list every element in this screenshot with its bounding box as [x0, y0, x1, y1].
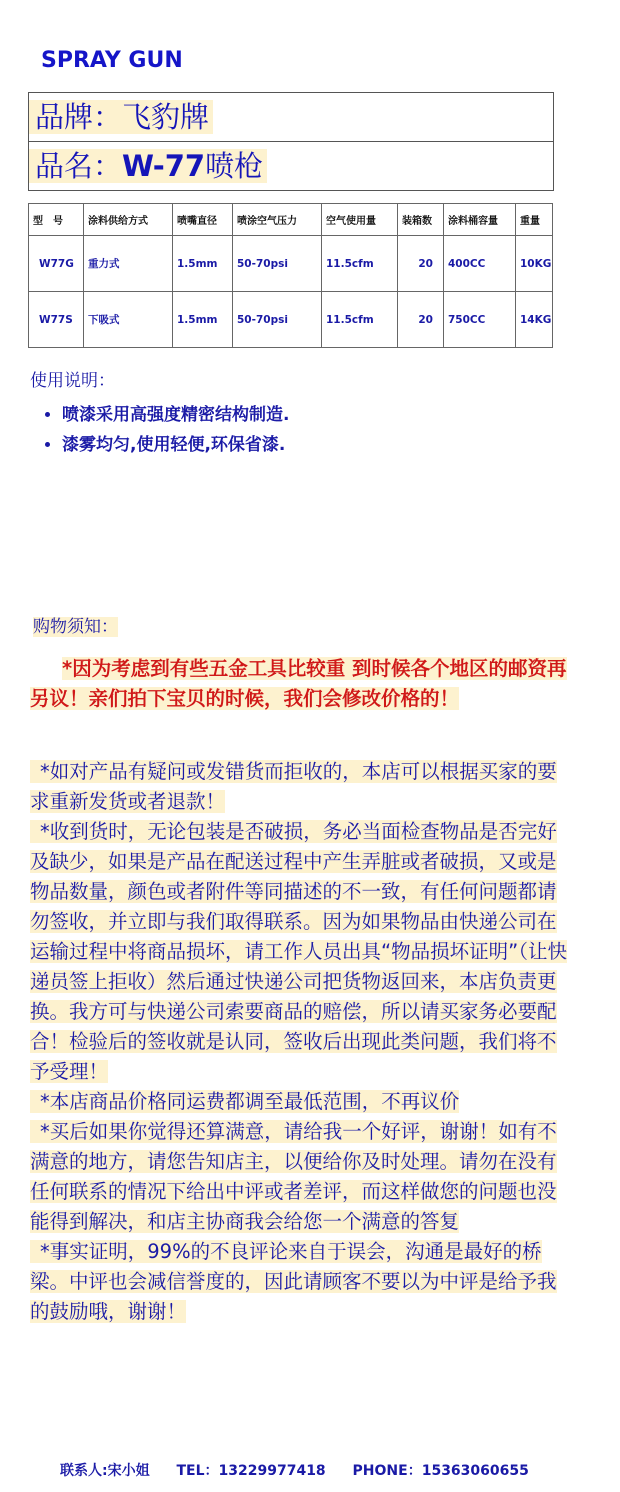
table-cell: 下吸式 [84, 292, 173, 348]
contact-footer [60, 1460, 551, 1480]
usage-heading: 使用说明： [30, 371, 115, 391]
page-title: SPRAY GUN [41, 48, 183, 73]
table-cell: 14KG [516, 292, 553, 348]
policy-paragraph-text: *买后如果你觉得还算满意，请给我一个好评，谢谢！如有不满意的地方，请您告知店主，以便给你及时处理。请勿在没有任何联系的情况下给出中评或者差评，而这样做您的问题也没能得到解决，和店主协商我会给您一个满意的答复 [30, 1120, 557, 1233]
table-cell: 750CC [444, 292, 516, 348]
contact-tel: TEL：13229977418 [176, 1463, 326, 1479]
policy-paragraph [30, 817, 575, 1087]
policy-paragraph-text: *本店商品价格同运费都调至最低范围，不再议价 [30, 1090, 459, 1113]
table-header-row [29, 204, 553, 236]
policy-paragraph [30, 1117, 575, 1237]
table-header: 装箱数 [398, 204, 444, 236]
table-row [29, 292, 553, 348]
policy-paragraph [30, 1237, 575, 1327]
policy-text [30, 757, 575, 1327]
table-cell: 20 [398, 292, 444, 348]
table-row [29, 236, 553, 292]
policy-paragraph-text: *事实证明，99%的不良评论来自于误会，沟通是最好的桥梁。中评也会减信誉度的，因此请顾客不要以为中评是给予我的鼓励哦，谢谢！ [30, 1240, 557, 1323]
spec-table [28, 203, 553, 348]
table-header: 喷嘴直径 [173, 204, 233, 236]
policy-paragraph-text: *如对产品有疑问或发错货而拒收的，本店可以根据买家的要求重新发货或者退款！ [30, 760, 557, 813]
shipping-notice [30, 654, 575, 714]
table-header: 空气使用量 [322, 204, 398, 236]
policy-paragraph [30, 757, 575, 817]
product-name-text [29, 149, 267, 183]
table-cell: 20 [398, 236, 444, 292]
brand-value: 飞豹牌 [122, 100, 210, 134]
table-cell: 10KG [516, 236, 553, 292]
brand-row [29, 93, 553, 142]
contact-phone: PHONE：15363060655 [352, 1463, 529, 1479]
table-cell: 1.5mm [173, 292, 233, 348]
table-header: 涂料供给方式 [84, 204, 173, 236]
shipping-notice-text: *因为考虑到有些五金工具比较重 到时候各个地区的邮资再另议！亲们拍下宝贝的时候，我们会修改价格的！ [30, 657, 567, 710]
table-cell: 50-70psi [233, 292, 322, 348]
table-cell: 11.5cfm [322, 292, 398, 348]
brand-label: 品牌： [35, 100, 123, 134]
table-cell: 50-70psi [233, 236, 322, 292]
shopping-heading-text: 购物须知： [33, 617, 118, 637]
list-item: • 喷漆采用高强度精密结构制造. [62, 400, 289, 430]
product-model: W-77 [122, 149, 206, 183]
table-cell: W77S [29, 292, 84, 348]
product-name-row [29, 142, 553, 190]
brand-box [28, 92, 554, 191]
table-cell: 400CC [444, 236, 516, 292]
policy-paragraph [30, 1087, 575, 1117]
table-header: 重量 [516, 204, 553, 236]
table-header: 涂料桶容量 [444, 204, 516, 236]
usage-list [44, 400, 289, 460]
list-item: • 漆雾均匀,使用轻便,环保省漆. [62, 430, 289, 460]
contact-person: 联系人:宋小姐 [60, 1463, 150, 1479]
policy-paragraph-text: *收到货时，无论包装是否破损，务必当面检查物品是否完好及缺少，如果是产品在配送过程中产生弄脏或者破损，又或是物品数量，颜色或者附件等同描述的不一致，有任何问题都请勿签收，并立即与我们取得联系。因为如果物品由快递公司在运输过程中将商品损坏，请工作人员出具“物品损坏证明”（让快递员签上拒收）然后通过快递公司把货物返回来，本店负责更换。我方可与快递公司索要商品的赔偿，所以请买家务必要配合！检验后的签收就是认同，签收后出现此类问题，我们将不予受理！ [30, 820, 567, 1083]
product-name-label: 品名： [35, 149, 123, 183]
table-header: 喷涂空气压力 [233, 204, 322, 236]
table-cell: 11.5cfm [322, 236, 398, 292]
table-cell: 1.5mm [173, 236, 233, 292]
table-cell: 重力式 [84, 236, 173, 292]
brand-text [29, 100, 213, 134]
table-cell: W77G [29, 236, 84, 292]
shopping-heading [33, 612, 118, 637]
product-name-suffix: 喷枪 [205, 149, 264, 183]
table-header: 型 号 [29, 204, 84, 236]
